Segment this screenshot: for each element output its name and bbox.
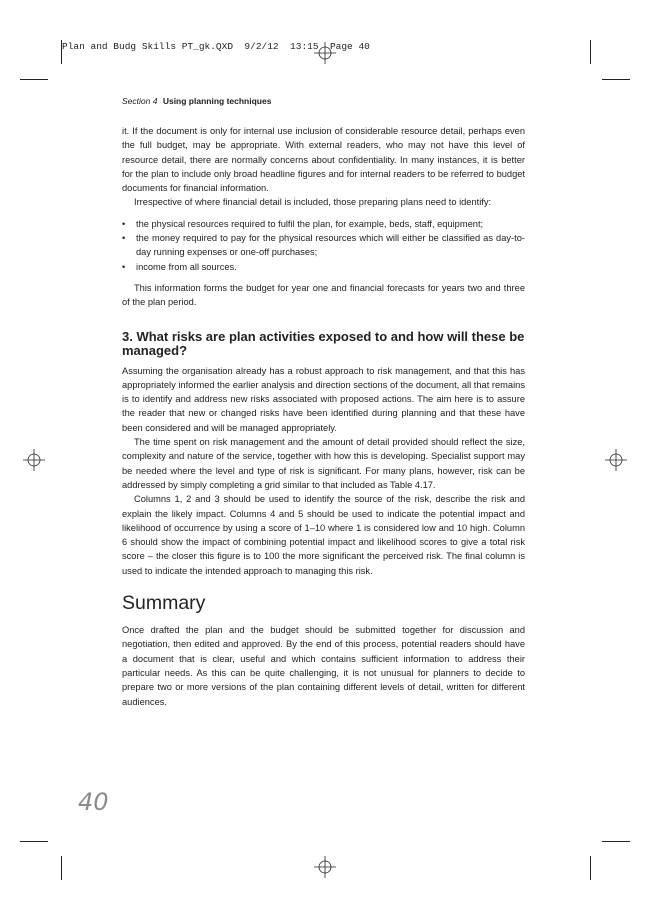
running-head — [122, 96, 271, 106]
paragraph-risk-2: The time spent on risk management and the amount of detail provided should reflect the size, complexity and nature of the service, together with how this is developing. Specialist support may be needed where the level and type of risk is significant. For many plans, however, risk can be addressed by simply completing a grid similar to that included as Table 4.17. — [122, 437, 525, 490]
paragraph-irrespective: Irrespective of where financial detail is included, those preparing plans need to identify: — [134, 197, 492, 208]
page-number: 40 — [78, 788, 109, 816]
list-item: • income from all sources. — [122, 260, 525, 274]
registration-mark-left-icon — [23, 449, 45, 471]
page-body — [122, 124, 525, 709]
paragraph-continued: it. If the document is only for internal use inclusion of considerable resource detail, perhaps even the full budget, may be appropriate. With external readers, who may not have this level of resource detail, there are normally concerns about confidentiality. In many instances, it is better for the plan to include only broad headline figures and for internal readers to be referred to budget documents for financial information. — [122, 126, 525, 194]
crop-mark-top-right-vertical — [590, 40, 591, 64]
list-item: • the money required to pay for the physical resources which will either be classified as day-to-day running expenses or one-off purchases; — [122, 231, 525, 260]
crop-mark-bottom-right-horizontal — [602, 841, 630, 842]
crop-mark-bottom-left-vertical — [61, 856, 62, 880]
printer-slug: Plan and Budg Skills PT_gk.QXD 9/2/12 13:15 Page 40 — [62, 41, 370, 52]
list-item: • the physical resources required to fulfil the plan, for example, beds, staff, equipment; — [122, 217, 525, 231]
paragraph-budget-info: This information forms the budget for year one and financial forecasts for years two and three of the plan period. — [122, 282, 525, 308]
registration-mark-top-icon — [314, 42, 336, 64]
summary-heading: Summary — [122, 592, 206, 615]
crop-mark-top-left-vertical — [61, 40, 62, 64]
section-3-heading: 3. What risks are plan activities exposed to and how will these be managed? — [122, 328, 525, 358]
paragraph-risk-1: Assuming the organisation already has a robust approach to risk management, and that this has appropriately informed the earlier analysis and direction sections of the document, all that remains is to identify and address new risks associated with proposed actions. The aim here is to assure the reader that new or changed risks have been identified during planning and that these have been considered and will be managed appropriately. — [122, 365, 525, 433]
registration-mark-right-icon — [605, 449, 627, 471]
crop-mark-bottom-right-vertical — [590, 856, 591, 880]
paragraph-risk-3: Columns 1, 2 and 3 should be used to identify the source of the risk, describe the risk and explain the likely impact. Columns 4 and 5 should be used to indicate the potential impact and likelihood of occurrence by using a score of 1–10 where 1 is considered low and 10 high. Column 6 should show the impact of combining potential impact and likelihood scores to give a total risk score – the closer this figure is to 100 the more significant the perceived risk. The final column is used to indicate the intended approach to managing this risk. — [122, 494, 525, 576]
registration-mark-bottom-icon — [314, 856, 336, 878]
bullet-list — [122, 217, 525, 274]
crop-mark-top-left-horizontal — [20, 79, 48, 80]
running-head-section: Section 4 — [122, 96, 158, 106]
crop-mark-top-right-horizontal — [602, 79, 630, 80]
crop-mark-bottom-left-horizontal — [20, 841, 48, 842]
paragraph-summary: Once drafted the plan and the budget should be submitted together for discussion and negotiation, then edited and approved. By the end of this process, potential readers should have a document that is clear, useful and which contains sufficient information to address their particular needs. As this can be quite challenging, it is not unusual for planners to decide to prepare two or more versions of the plan containing different levels of detail, written for different audiences. — [122, 625, 525, 707]
running-head-title: Using planning techniques — [162, 96, 272, 106]
